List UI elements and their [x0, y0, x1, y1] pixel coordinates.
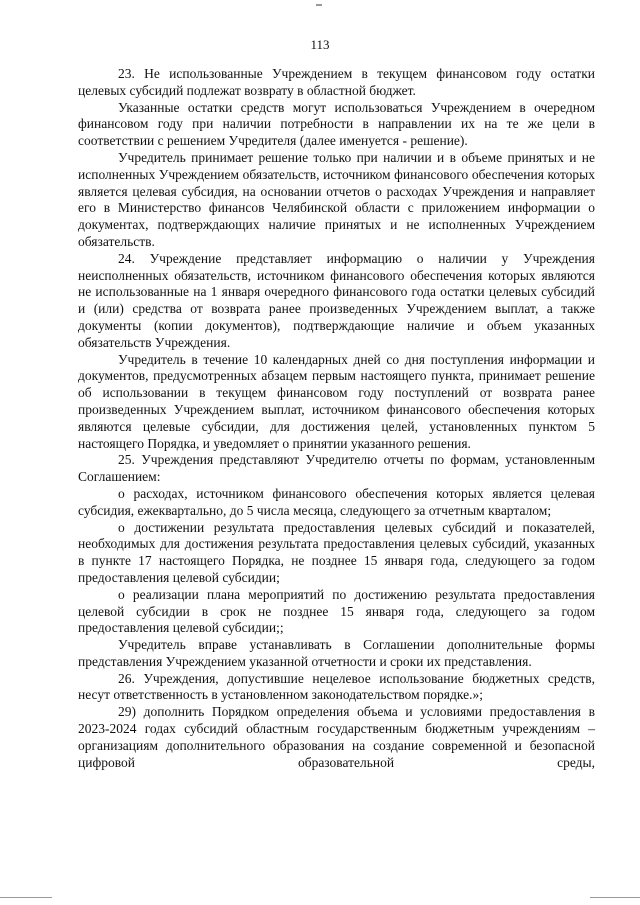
paragraph-25: 25. Учреждения представляют Учредителю отчеты по формам, установленным Соглашением: — [78, 452, 595, 485]
paragraph-additional-forms: Учредитель вправе устанавливать в Соглашении дополнительные формы представления Учреждением указанной отчетности и сроки их представления. — [78, 637, 595, 669]
paragraph-plan-report: о реализации плана мероприятий по достижению результата предоставления целевой субсидии в срок не позднее 15 января года, следующего за годом предоставления целевой субсидии;; — [78, 586, 595, 636]
paragraph-result-report: о достижении результата предоставления целевых субсидий и показателей, необходимых для достижения результата предоставления целевых субсидий, указанных в пункте 17 настоящего Порядка, не позднее 15 января года, следующего за годом предоставления целевой субсидии; — [78, 519, 595, 585]
scan-edge-right — [590, 897, 640, 898]
paragraph-26: 26. Учреждения, допустившие нецелевое использование бюджетных средств, несут ответственность в установленном законодательством порядке.»; — [78, 670, 595, 703]
paragraph-founder-decision: Учредитель принимает решение только при наличии и в объеме принятых и не исполненных Учреждением обязательств, источником финансового обеспечения которых является целевая субсидия, на основании отчетов о расходах Учреждения и направляет его в Министерство финансов Челябинской области с приложением информации о документах, подтверждающих наличие принятых и не исполненных Учреждением обязательств. — [78, 149, 595, 249]
document-body — [78, 66, 595, 771]
paragraph-29: 29) дополнить Порядком определения объема и условиями предоставления в 2023-2024 годах субсидий областным государственным бюджетным учреждениям – организациям дополнительного образования на создание современной и безопасной цифровой образовательной среды, — [78, 704, 595, 770]
paragraph-23: 23. Не использованные Учреждением в текущем финансовом году остатки целевых субсидий подлежат возврату в областной бюджет. — [78, 66, 595, 98]
paragraph-expense-report: о расходах, источником финансового обеспечения которых является целевая субсидия, ежеквартально, до 5 числа месяца, следующего за отчетным кварталом; — [78, 485, 595, 518]
paragraph-24: 24. Учреждение представляет информацию о наличии у Учреждения неисполненных обязательств, источником финансового обеспечения которых являются не использованные на 1 января очередного финансового года остатки целевых субсидий и (или) средства от возврата ранее произведенных Учреждением выплат, а также документы (копии документов), подтверждающие наличие и объем указанных обязательств Учреждения. — [78, 250, 595, 350]
paragraph-founder-deadline: Учредитель в течение 10 календарных дней со дня поступления информации и документов, предусмотренных абзацем первым настоящего пункта, принимает решение об использовании в текущем финансовом году поступлений от возврата ранее произведенных Учреждением выплат, источником финансового обеспечения которых являются целевые субсидии, для достижения целей, установленных пунктом 5 настоящего Порядка, и уведомляет о принятии указанного решения. — [78, 351, 595, 451]
paragraph-remainder-usage: Указанные остатки средств могут использоваться Учреждением в очередном финансовом году при наличии потребности в направлении их на те же цели в соответствии с решением Учредителя (далее именуется - решение). — [78, 99, 595, 149]
scan-mark — [316, 4, 322, 6]
scan-edge-left — [0, 897, 52, 898]
page-number: 113 — [310, 37, 330, 52]
